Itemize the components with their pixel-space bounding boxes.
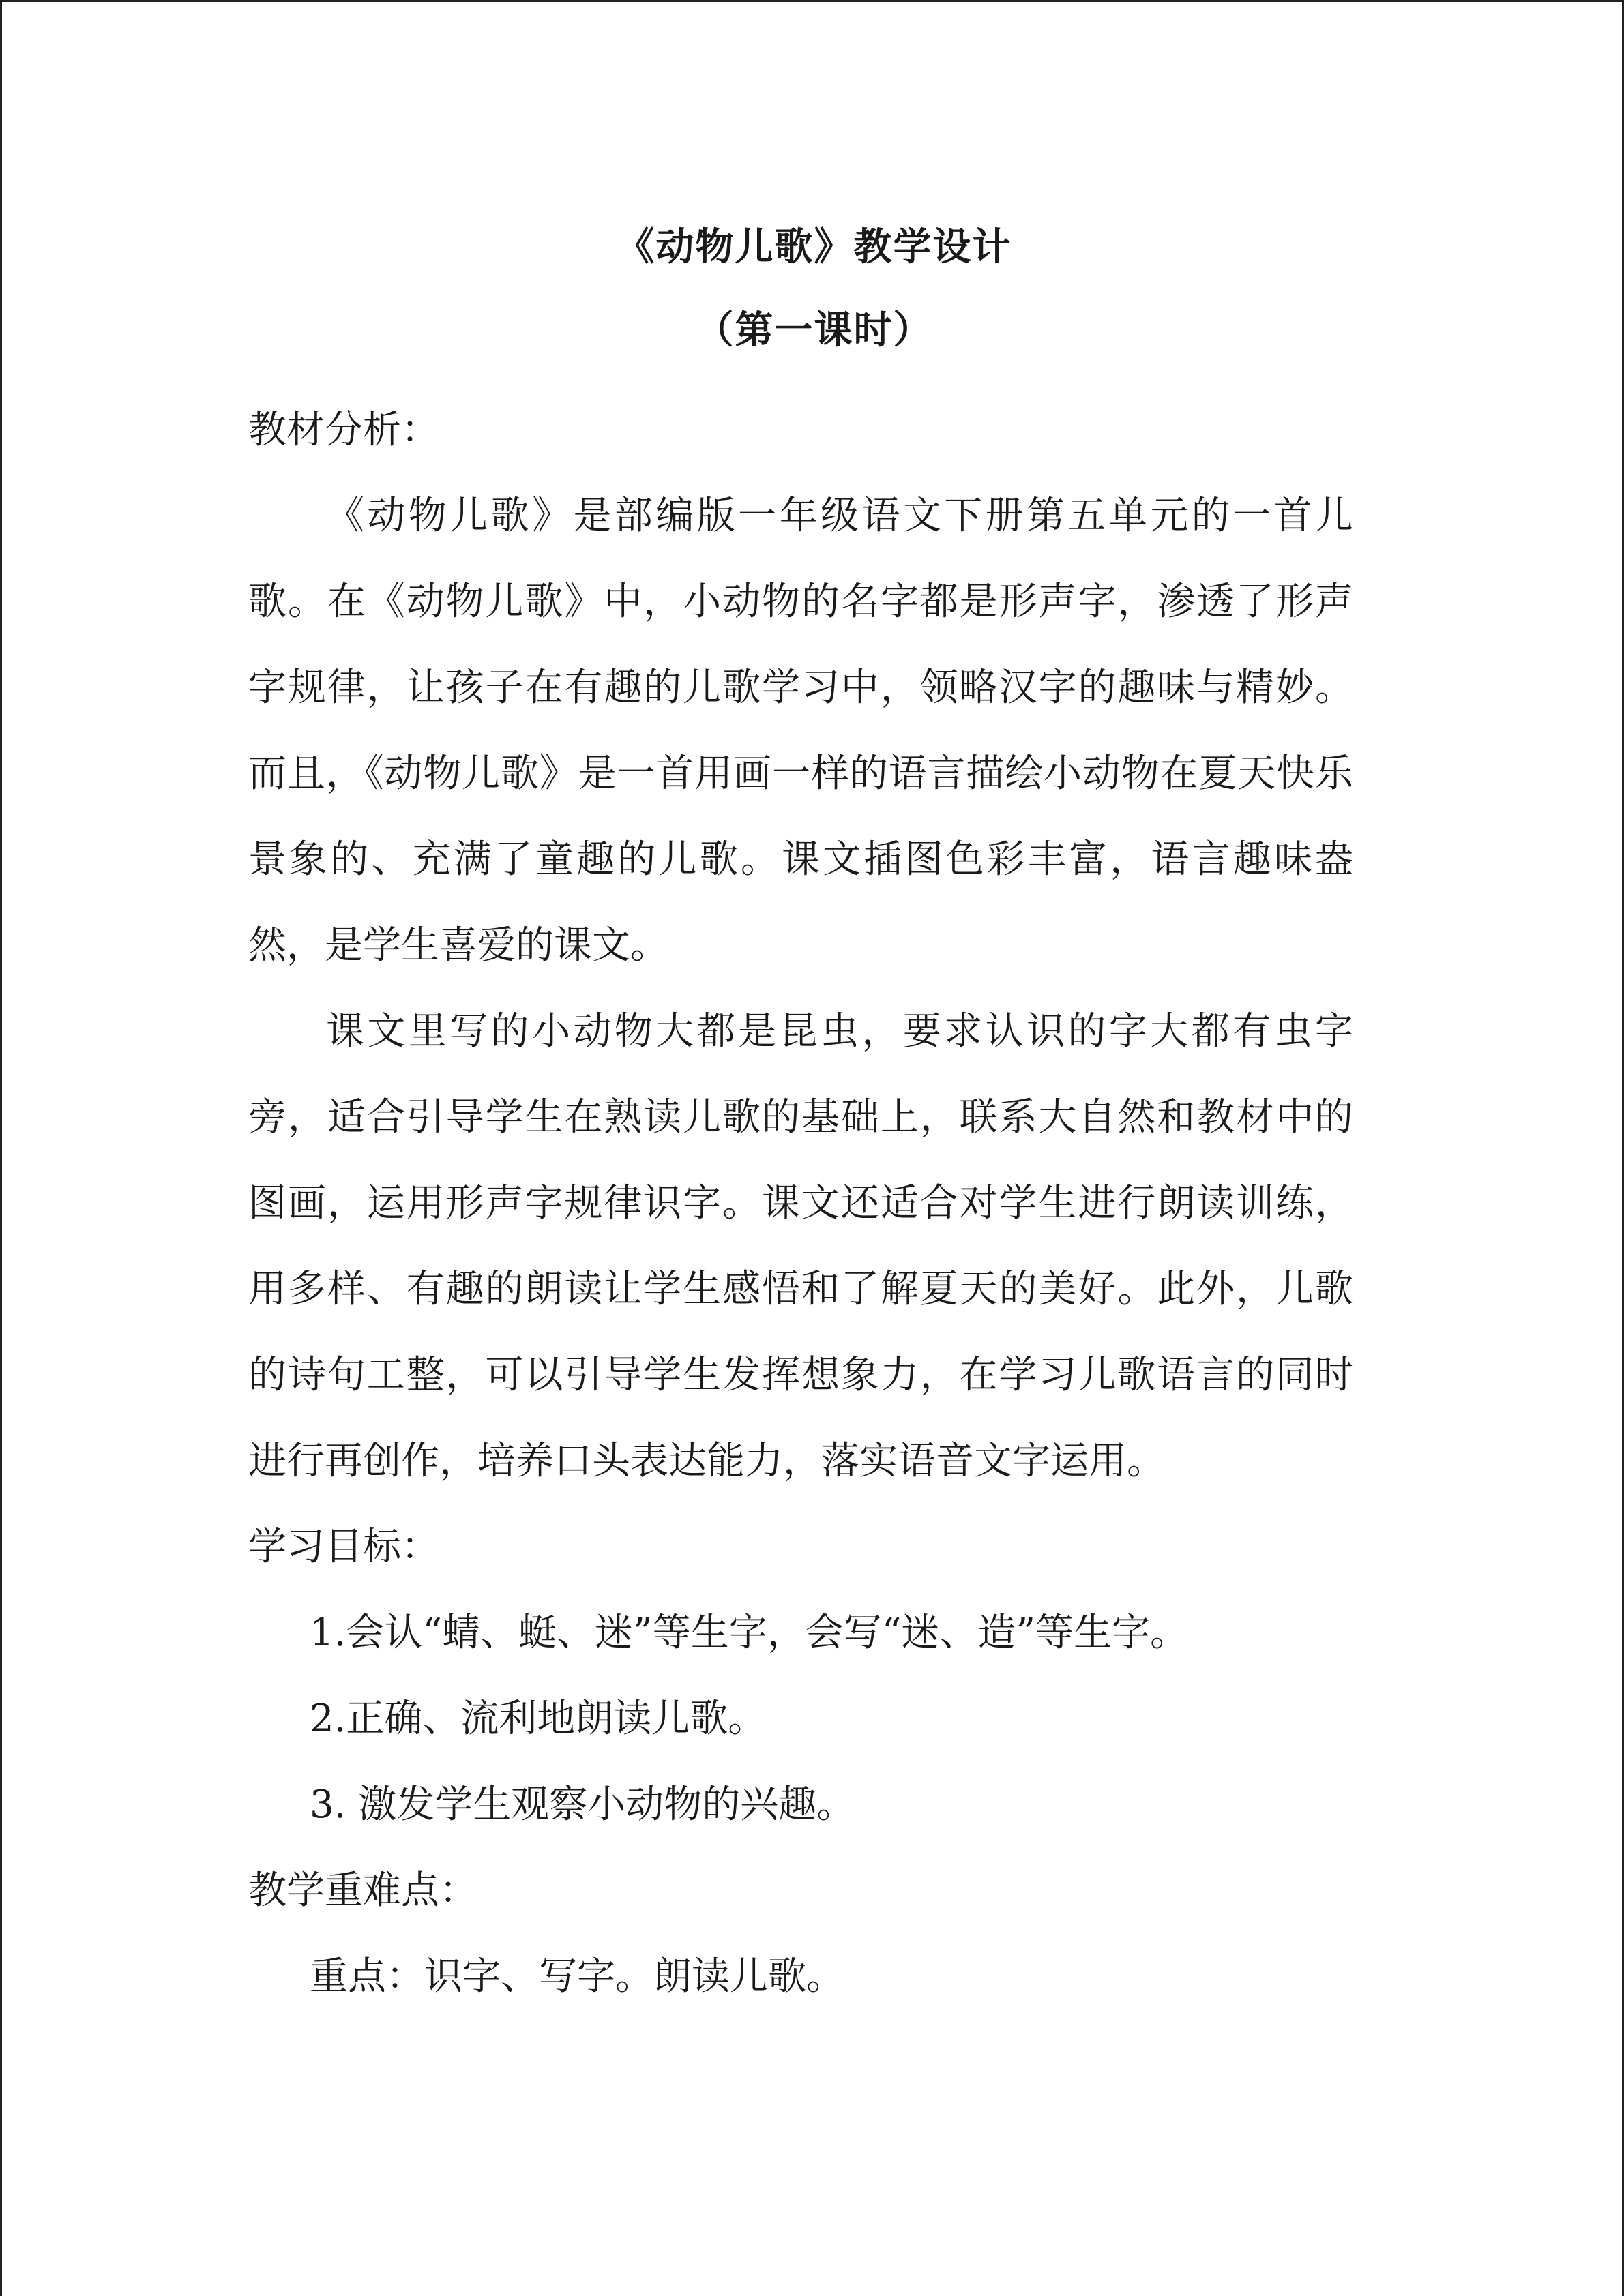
goals-heading: 学习目标： (248, 1525, 439, 1569)
analysis-heading: 教材分析： (248, 408, 439, 452)
document-body (248, 387, 1353, 2020)
goal-item-2: 2.正确、流利地朗读儿歌。 (310, 1697, 767, 1741)
goal-item-3: 3. 激发学生观察小动物的兴趣。 (310, 1783, 855, 1827)
goal-item-1: 1.会认“蜻、蜓、迷”等生字，会写“迷、造”等生字。 (310, 1611, 1188, 1655)
key-point-item: 重点：识字、写字。朗读儿歌。 (310, 1954, 844, 1999)
document-subtitle: （第一课时） (695, 308, 933, 353)
analysis-paragraph-2: 课文里写的小动物大都是昆虫，要求认识的字大都有虫字旁，适合引导学生在熟读儿歌的基础上，联系大自然和教材中的图画，运用形声字规律识字。课文还适合对学生进行朗读训练，用多样、有趣的朗读让学生感悟和了解夏天的美好。此外，儿歌的诗句工整，可以引导学生发挥想象力，在学习儿歌语言的同时进行再创作，培养口头表达能力，落实语音文字运用。 (248, 1009, 1353, 1483)
document-title: 《动物儿歌》教学设计 (616, 224, 1012, 269)
analysis-paragraph-1: 《动物儿歌》是部编版一年级语文下册第五单元的一首儿歌。在《动物儿歌》中，小动物的名字都是形声字，渗透了形声字规律，让孩子在有趣的儿歌学习中，领略汉字的趣味与精妙。而且，《动物儿歌》是一首用画一样的语言描绘小动物在夏天快乐景象的、充满了童趣的儿歌。课文插图色彩丰富，语言趣味盎然，是学生喜爱的课文。 (248, 494, 1353, 968)
key-points-heading: 教学重难点： (248, 1868, 477, 1913)
